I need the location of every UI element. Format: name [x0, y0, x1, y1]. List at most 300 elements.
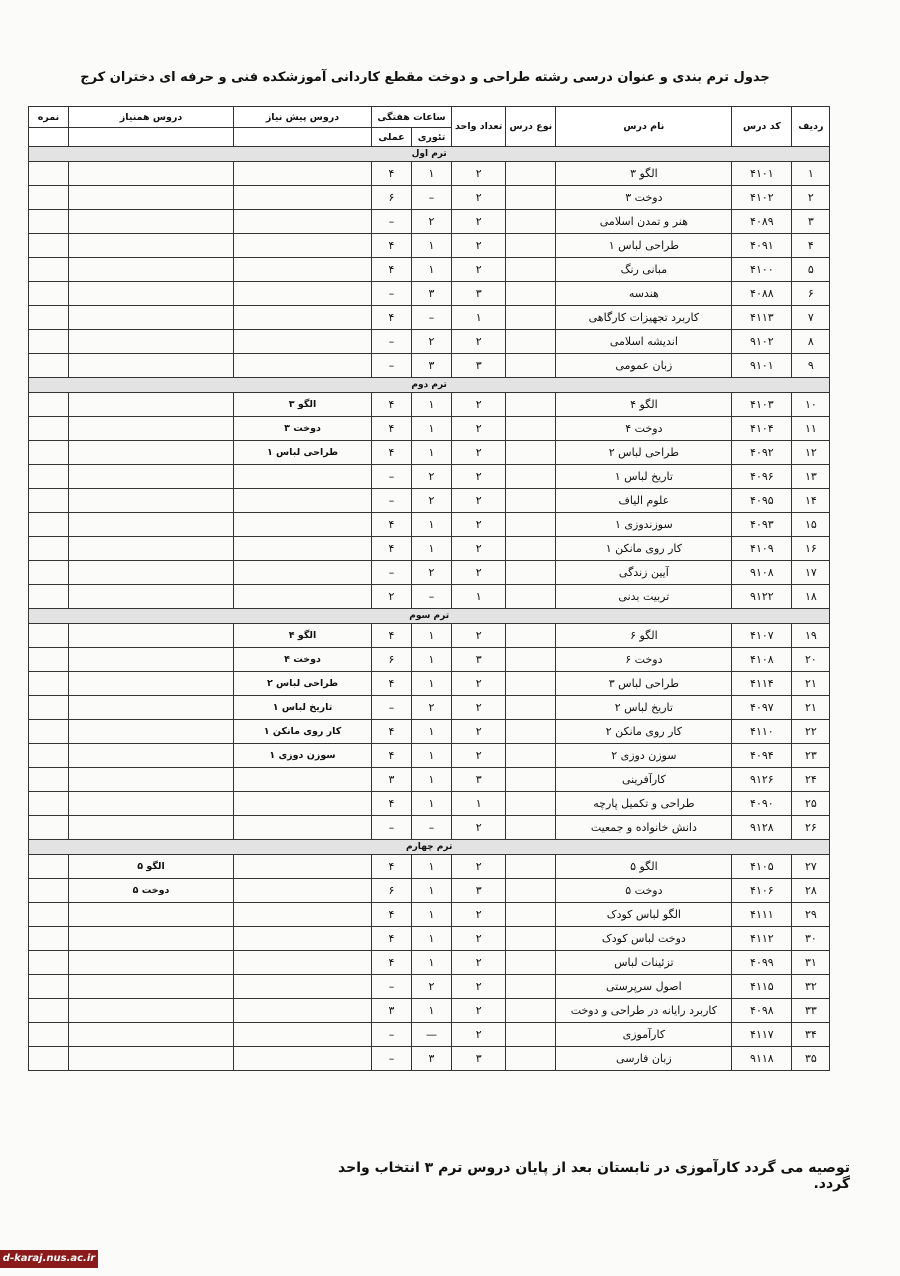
coreq-cell	[69, 162, 234, 186]
coreq-cell	[69, 417, 234, 441]
row-number-cell: ۴	[792, 234, 830, 258]
course-code-cell: ۴۱۱۵	[732, 975, 792, 999]
course-type-cell	[506, 879, 556, 903]
units-cell: ۲	[452, 513, 506, 537]
table-row	[29, 951, 830, 975]
course-code-cell: ۴۱۰۹	[732, 537, 792, 561]
course-type-cell	[506, 624, 556, 648]
row-number-cell: ۲۲	[792, 720, 830, 744]
course-code-cell: ۹۱۱۸	[732, 1047, 792, 1071]
course-code-cell: ۴۱۰۷	[732, 624, 792, 648]
header-code: کد درس	[732, 107, 792, 147]
practical-hours-cell: ۲	[372, 585, 412, 609]
prereq-cell: طراحی لباس ۱	[234, 441, 372, 465]
course-type-cell	[506, 489, 556, 513]
grade-cell	[29, 1047, 69, 1071]
coreq-cell	[69, 672, 234, 696]
theory-hours-cell: ۱	[412, 624, 452, 648]
table-row	[29, 282, 830, 306]
coreq-cell	[69, 903, 234, 927]
header-coreq: دروس همنیاز	[69, 107, 234, 128]
course-name-cell: الگو ۴	[556, 393, 732, 417]
prereq-cell	[234, 903, 372, 927]
course-name-cell: اندیشه اسلامی	[556, 330, 732, 354]
grade-cell	[29, 585, 69, 609]
course-type-cell	[506, 999, 556, 1023]
practical-hours-cell: –	[372, 816, 412, 840]
grade-cell	[29, 306, 69, 330]
units-cell: ۲	[452, 999, 506, 1023]
course-name-cell: تاریخ لباس ۲	[556, 696, 732, 720]
grade-cell	[29, 903, 69, 927]
course-code-cell: ۴۱۱۴	[732, 672, 792, 696]
course-type-cell	[506, 855, 556, 879]
coreq-cell: دوخت ۵	[69, 879, 234, 903]
units-cell: ۲	[452, 465, 506, 489]
row-number-cell: ۲۳	[792, 744, 830, 768]
units-cell: ۲	[452, 186, 506, 210]
row-number-cell: ۳۴	[792, 1023, 830, 1047]
row-number-cell: ۱	[792, 162, 830, 186]
row-number-cell: ۳۳	[792, 999, 830, 1023]
grade-cell	[29, 624, 69, 648]
units-cell: ۲	[452, 951, 506, 975]
practical-hours-cell: ۴	[372, 744, 412, 768]
row-number-cell: ۲۹	[792, 903, 830, 927]
row-number-cell: ۲۴	[792, 768, 830, 792]
theory-hours-cell: ۱	[412, 999, 452, 1023]
theory-hours-cell: ۱	[412, 513, 452, 537]
practical-hours-cell: ۴	[372, 162, 412, 186]
grade-cell	[29, 951, 69, 975]
course-name-cell: سوزن دوزی ۲	[556, 744, 732, 768]
theory-hours-cell: ۲	[412, 489, 452, 513]
coreq-cell	[69, 210, 234, 234]
practical-hours-cell: ۴	[372, 624, 412, 648]
grade-cell	[29, 720, 69, 744]
course-code-cell: ۹۱۲۶	[732, 768, 792, 792]
course-name-cell: طراحی و تکمیل پارچه	[556, 792, 732, 816]
theory-hours-cell: ۱	[412, 258, 452, 282]
course-name-cell: کاربرد تجهیزات کارگاهی	[556, 306, 732, 330]
coreq-cell	[69, 282, 234, 306]
coreq-cell	[69, 354, 234, 378]
term-label: ترم اول	[29, 147, 830, 162]
course-code-cell: ۴۰۹۹	[732, 951, 792, 975]
course-code-cell: ۴۱۱۰	[732, 720, 792, 744]
course-name-cell: زبان عمومی	[556, 354, 732, 378]
course-type-cell	[506, 513, 556, 537]
course-name-cell: کارآموزی	[556, 1023, 732, 1047]
grade-cell	[29, 441, 69, 465]
course-name-cell: کارآفرینی	[556, 768, 732, 792]
units-cell: ۲	[452, 210, 506, 234]
prereq-cell	[234, 561, 372, 585]
practical-hours-cell: ۴	[372, 672, 412, 696]
units-cell: ۲	[452, 417, 506, 441]
practical-hours-cell: ۴	[372, 513, 412, 537]
course-type-cell	[506, 186, 556, 210]
course-type-cell	[506, 561, 556, 585]
theory-hours-cell: ۱	[412, 855, 452, 879]
units-cell: ۳	[452, 354, 506, 378]
grade-cell	[29, 282, 69, 306]
prereq-cell	[234, 210, 372, 234]
theory-hours-cell: ۳	[412, 1047, 452, 1071]
course-name-cell: هنر و تمدن اسلامی	[556, 210, 732, 234]
row-number-cell: ۳۱	[792, 951, 830, 975]
term-label: ترم چهارم	[29, 840, 830, 855]
course-name-cell: طراحی لباس ۳	[556, 672, 732, 696]
practical-hours-cell: ۶	[372, 879, 412, 903]
course-name-cell: سوزندوزی ۱	[556, 513, 732, 537]
grade-cell	[29, 489, 69, 513]
units-cell: ۳	[452, 282, 506, 306]
course-code-cell: ۴۱۱۲	[732, 927, 792, 951]
practical-hours-cell: ۳	[372, 999, 412, 1023]
prereq-cell	[234, 306, 372, 330]
theory-hours-cell: ۲	[412, 696, 452, 720]
header-units: تعداد واحد	[452, 107, 506, 147]
table-row	[29, 816, 830, 840]
table-row	[29, 696, 830, 720]
row-number-cell: ۶	[792, 282, 830, 306]
theory-hours-cell: ۲	[412, 975, 452, 999]
course-code-cell: ۴۱۰۲	[732, 186, 792, 210]
units-cell: ۳	[452, 1047, 506, 1071]
row-number-cell: ۱۴	[792, 489, 830, 513]
prereq-cell	[234, 768, 372, 792]
row-number-cell: ۱۹	[792, 624, 830, 648]
prereq-cell	[234, 537, 372, 561]
prereq-cell: دوخت ۳	[234, 417, 372, 441]
course-type-cell	[506, 744, 556, 768]
units-cell: ۲	[452, 1023, 506, 1047]
course-code-cell: ۴۰۹۰	[732, 792, 792, 816]
units-cell: ۳	[452, 648, 506, 672]
theory-hours-cell: ۱	[412, 903, 452, 927]
prereq-cell	[234, 162, 372, 186]
coreq-cell	[69, 975, 234, 999]
prereq-cell	[234, 234, 372, 258]
grade-cell	[29, 330, 69, 354]
course-code-cell: ۴۰۹۳	[732, 513, 792, 537]
prereq-cell: دوخت ۴	[234, 648, 372, 672]
row-number-cell: ۱۳	[792, 465, 830, 489]
row-number-cell: ۲	[792, 186, 830, 210]
table-row	[29, 1047, 830, 1071]
practical-hours-cell: ۴	[372, 306, 412, 330]
grade-cell	[29, 672, 69, 696]
course-name-cell: دوخت ۵	[556, 879, 732, 903]
course-type-cell	[506, 696, 556, 720]
practical-hours-cell: –	[372, 561, 412, 585]
course-code-cell: ۴۰۸۹	[732, 210, 792, 234]
units-cell: ۲	[452, 441, 506, 465]
grade-cell	[29, 696, 69, 720]
coreq-cell	[69, 744, 234, 768]
units-cell: ۲	[452, 927, 506, 951]
grade-cell	[29, 162, 69, 186]
theory-hours-cell: ۱	[412, 162, 452, 186]
header-grade-blank	[29, 128, 69, 147]
theory-hours-cell: ۱	[412, 648, 452, 672]
practical-hours-cell: ۴	[372, 234, 412, 258]
term-label: ترم دوم	[29, 378, 830, 393]
course-type-cell	[506, 162, 556, 186]
units-cell: ۱	[452, 306, 506, 330]
practical-hours-cell: –	[372, 465, 412, 489]
coreq-cell	[69, 186, 234, 210]
course-name-cell: طراحی لباس ۲	[556, 441, 732, 465]
grade-cell	[29, 999, 69, 1023]
table-row	[29, 441, 830, 465]
prereq-cell	[234, 1023, 372, 1047]
units-cell: ۲	[452, 720, 506, 744]
theory-hours-cell: ۱	[412, 879, 452, 903]
course-name-cell: زبان فارسی	[556, 1047, 732, 1071]
course-name-cell: کاربرد رایانه در طراحی و دوخت	[556, 999, 732, 1023]
course-name-cell: الگو ۳	[556, 162, 732, 186]
course-type-cell	[506, 537, 556, 561]
units-cell: ۲	[452, 903, 506, 927]
term-label: ترم سوم	[29, 609, 830, 624]
course-type-cell	[506, 282, 556, 306]
header-row-no: ردیف	[792, 107, 830, 147]
course-code-cell: ۴۰۹۸	[732, 999, 792, 1023]
course-type-cell	[506, 465, 556, 489]
prereq-cell	[234, 792, 372, 816]
units-cell: ۳	[452, 879, 506, 903]
course-code-cell: ۴۰۹۱	[732, 234, 792, 258]
grade-cell	[29, 561, 69, 585]
practical-hours-cell: ۴	[372, 720, 412, 744]
course-name-cell: طراحی لباس ۱	[556, 234, 732, 258]
term-header-row	[29, 378, 830, 393]
course-type-cell	[506, 441, 556, 465]
course-name-cell: دوخت ۴	[556, 417, 732, 441]
table-row	[29, 513, 830, 537]
table-row	[29, 720, 830, 744]
course-code-cell: ۴۱۰۰	[732, 258, 792, 282]
units-cell: ۲	[452, 744, 506, 768]
grade-cell	[29, 879, 69, 903]
units-cell: ۲	[452, 234, 506, 258]
course-code-cell: ۴۰۹۵	[732, 489, 792, 513]
prereq-cell	[234, 513, 372, 537]
theory-hours-cell: ۱	[412, 792, 452, 816]
course-type-cell	[506, 1023, 556, 1047]
practical-hours-cell: ۴	[372, 441, 412, 465]
units-cell: ۲	[452, 561, 506, 585]
row-number-cell: ۲۵	[792, 792, 830, 816]
course-code-cell: ۴۱۰۳	[732, 393, 792, 417]
course-type-cell	[506, 393, 556, 417]
course-name-cell: دانش خانواده و جمعیت	[556, 816, 732, 840]
units-cell: ۲	[452, 162, 506, 186]
theory-hours-cell: ۲	[412, 465, 452, 489]
row-number-cell: ۸	[792, 330, 830, 354]
prereq-cell	[234, 282, 372, 306]
theory-hours-cell: ۱	[412, 672, 452, 696]
practical-hours-cell: –	[372, 1023, 412, 1047]
units-cell: ۲	[452, 672, 506, 696]
theory-hours-cell: –	[412, 816, 452, 840]
row-number-cell: ۲۸	[792, 879, 830, 903]
coreq-cell	[69, 720, 234, 744]
practical-hours-cell: ۴	[372, 417, 412, 441]
theory-hours-cell: –	[412, 306, 452, 330]
prereq-cell	[234, 258, 372, 282]
course-type-cell	[506, 672, 556, 696]
grade-cell	[29, 417, 69, 441]
units-cell: ۳	[452, 768, 506, 792]
grade-cell	[29, 744, 69, 768]
course-type-cell	[506, 720, 556, 744]
table-row	[29, 903, 830, 927]
units-cell: ۲	[452, 624, 506, 648]
row-number-cell: ۱۲	[792, 441, 830, 465]
course-name-cell: تاریخ لباس ۱	[556, 465, 732, 489]
header-name: نام درس	[556, 107, 732, 147]
practical-hours-cell: ۳	[372, 768, 412, 792]
table-row	[29, 258, 830, 282]
course-code-cell: ۹۱۲۲	[732, 585, 792, 609]
row-number-cell: ۱۱	[792, 417, 830, 441]
coreq-cell	[69, 258, 234, 282]
course-name-cell: دوخت ۳	[556, 186, 732, 210]
course-type-cell	[506, 306, 556, 330]
course-type-cell	[506, 330, 556, 354]
theory-hours-cell: ۱	[412, 951, 452, 975]
course-name-cell: آیین زندگی	[556, 561, 732, 585]
theory-hours-cell: ۱	[412, 234, 452, 258]
table-row	[29, 927, 830, 951]
coreq-cell	[69, 792, 234, 816]
prereq-cell	[234, 585, 372, 609]
coreq-cell	[69, 951, 234, 975]
theory-hours-cell: ۱	[412, 537, 452, 561]
grade-cell	[29, 210, 69, 234]
theory-hours-cell: ۱	[412, 720, 452, 744]
row-number-cell: ۱۵	[792, 513, 830, 537]
prereq-cell: کار روی مانکن ۱	[234, 720, 372, 744]
course-name-cell: کار روی مانکن ۲	[556, 720, 732, 744]
course-type-cell	[506, 768, 556, 792]
prereq-cell	[234, 975, 372, 999]
coreq-cell	[69, 561, 234, 585]
grade-cell	[29, 537, 69, 561]
grade-cell	[29, 186, 69, 210]
theory-hours-cell: –	[412, 186, 452, 210]
coreq-cell	[69, 927, 234, 951]
coreq-cell	[69, 768, 234, 792]
units-cell: ۲	[452, 330, 506, 354]
course-type-cell	[506, 1047, 556, 1071]
row-number-cell: ۵	[792, 258, 830, 282]
row-number-cell: ۲۰	[792, 648, 830, 672]
prereq-cell	[234, 186, 372, 210]
header-grade: نمره	[29, 107, 69, 128]
grade-cell	[29, 855, 69, 879]
course-name-cell: تربیت بدنی	[556, 585, 732, 609]
course-code-cell: ۴۱۰۱	[732, 162, 792, 186]
table-row	[29, 489, 830, 513]
table-row	[29, 672, 830, 696]
theory-hours-cell: ۲	[412, 561, 452, 585]
grade-cell	[29, 465, 69, 489]
course-code-cell: ۴۱۰۸	[732, 648, 792, 672]
prereq-cell	[234, 330, 372, 354]
theory-hours-cell: ۱	[412, 417, 452, 441]
practical-hours-cell: –	[372, 1047, 412, 1071]
row-number-cell: ۱۸	[792, 585, 830, 609]
prereq-cell	[234, 816, 372, 840]
coreq-cell	[69, 624, 234, 648]
coreq-cell	[69, 537, 234, 561]
row-number-cell: ۳۲	[792, 975, 830, 999]
units-cell: ۲	[452, 537, 506, 561]
course-name-cell: اصول سرپرستی	[556, 975, 732, 999]
course-code-cell: ۴۰۸۸	[732, 282, 792, 306]
theory-hours-cell: ۱	[412, 927, 452, 951]
table-row	[29, 186, 830, 210]
table-row	[29, 975, 830, 999]
practical-hours-cell: ۶	[372, 186, 412, 210]
course-name-cell: الگو لباس کودک	[556, 903, 732, 927]
prereq-cell: تاریخ لباس ۱	[234, 696, 372, 720]
grade-cell	[29, 1023, 69, 1047]
prereq-cell	[234, 489, 372, 513]
course-type-cell	[506, 792, 556, 816]
course-code-cell: ۹۱۰۸	[732, 561, 792, 585]
course-type-cell	[506, 585, 556, 609]
table-row	[29, 330, 830, 354]
practical-hours-cell: –	[372, 354, 412, 378]
row-number-cell: ۱۷	[792, 561, 830, 585]
course-name-cell: دوخت ۶	[556, 648, 732, 672]
units-cell: ۲	[452, 975, 506, 999]
header-theory: تئوری	[412, 128, 452, 147]
practical-hours-cell: ۴	[372, 537, 412, 561]
row-number-cell: ۳	[792, 210, 830, 234]
coreq-cell	[69, 1023, 234, 1047]
course-name-cell: تزئینات لباس	[556, 951, 732, 975]
row-number-cell: ۱۶	[792, 537, 830, 561]
coreq-cell	[69, 489, 234, 513]
course-code-cell: ۴۱۱۷	[732, 1023, 792, 1047]
practical-hours-cell: ۴	[372, 792, 412, 816]
table-row	[29, 624, 830, 648]
prereq-cell	[234, 951, 372, 975]
units-cell: ۲	[452, 816, 506, 840]
table-row	[29, 648, 830, 672]
grade-cell	[29, 258, 69, 282]
coreq-cell	[69, 306, 234, 330]
term-header-row	[29, 609, 830, 624]
prereq-cell: سوزن دوزی ۱	[234, 744, 372, 768]
practical-hours-cell: ۴	[372, 258, 412, 282]
course-code-cell: ۴۱۱۳	[732, 306, 792, 330]
table-row	[29, 1023, 830, 1047]
course-type-cell	[506, 951, 556, 975]
table-row	[29, 585, 830, 609]
units-cell: ۲	[452, 489, 506, 513]
row-number-cell: ۲۶	[792, 816, 830, 840]
header-type: نوع درس	[506, 107, 556, 147]
course-code-cell: ۴۰۹۴	[732, 744, 792, 768]
prereq-cell: طراحی لباس ۲	[234, 672, 372, 696]
